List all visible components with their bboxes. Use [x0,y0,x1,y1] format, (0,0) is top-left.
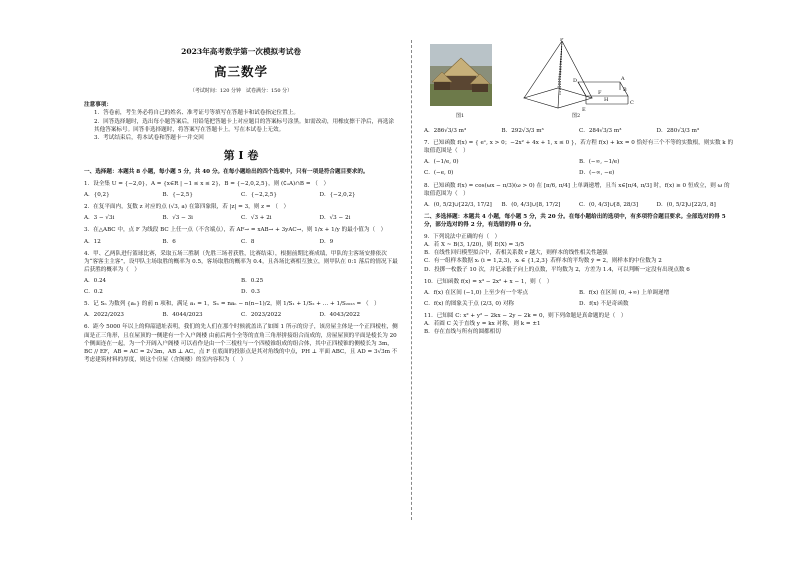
option-row [84,191,398,199]
question-stem: 1．设全集 U = {−2,0}，A = {x∈R | −1 ≤ x ≤ 2}，B = {−2,0,2,5}，则 (∁ᵤA)∩B = （ ） [84,180,330,187]
right-column [424,124,734,336]
option-d: D．(−∞, −e) [579,170,615,177]
question-1 [84,180,398,199]
option-b: B．存在直线与所有的圆都相切 [424,329,501,336]
option-row [424,201,734,209]
option-c: C．f(x) 的图象关于点 (2/3, 0) 对称 [424,300,515,307]
option-a: A．(−1/e, 0) [424,159,459,166]
option-b: B．(0, 4/3]∪[8, 17/2] [501,201,561,208]
notice-item-1: 1．答卷前，考生务必将自己的姓名、准考证号等填写在答题卡和试卷指定位置上。 [94,110,299,117]
option-row [84,288,398,296]
option-row [424,169,734,177]
option-c: C．√3 + 2i [241,215,272,222]
option-c: C．有一组样本数据 xᵢ (i = 1,2,3)，xᵢ ∈ {1,2,3} 若样本的平均数 ȳ = 2，则样本的中位数为 2 [424,258,662,265]
hut-photo [430,44,492,106]
option-c: C．284√3/3 m³ [579,128,622,134]
question-stem: 5．记 Sₙ 为数列 {aₙ} 的前 n 项和，满足 a₁ = 1，Sₙ = naₙ − n(n−1)/2，则 1/S₁ + 1/S₂ + … + 1/S₂₀₂₃ = （ ） [84,301,380,308]
left-column [84,40,398,364]
option-d: D．f(x) 不是奇函数 [579,300,629,307]
option-b: B．在线性回归模型拟合中，若相关系数 r 越大，则样本的线性相关性越强 [424,250,608,257]
section-1-heading: 一、选择题：本题共 8 小题，每小题 5 分，共 40 分。在每小题给出的四个选项中，只有一项是符合题目要求的。 [84,168,369,175]
question-stem: 10．已知函数 f(x) = x³ − 2x² + x − 1，则（ ） [424,278,553,285]
question-stem: 9．下列说法中正确的有（ ） [424,234,501,241]
point-label-h: H [604,97,609,103]
section-2-heading: 二、多选择题：本题共 4 小题，每小题 5 分，共 20 分。在每小题给出的选项中，有多项符合题目要求。全部选对的得 5 分，部分选对的得 2 分，有选错的得 0 分。 [424,213,726,228]
option-b: B．4044/2023 [162,312,203,319]
option-b: B．{−2,5} [162,192,193,199]
option-a: A．{0,2} [84,192,110,199]
notice-heading: 注意事项： [84,102,112,109]
question-stem: 11．已知圆 C: x² + y² − 2kx − 2y − 2k = 0，则下列命题是真命题的是（ ） [424,312,627,319]
q6-option-row [424,127,734,135]
option-d: D．(0, 5/2]∪[22/3, 8] [656,201,716,208]
figure-1-caption: 图1 [456,113,465,119]
option-a: A．若 X ~ B(3, 1/20)，则 E(X) = 3/5 [424,242,525,249]
option-row [424,289,734,297]
option-a: A．(0, 5/2]∪[22/3, 17/2] [424,201,492,208]
option-c: C．8 [241,238,255,245]
column-divider [411,40,412,520]
point-label-d: D [573,78,578,84]
exam-title: 2023年高考数学第一次模拟考试卷 [181,47,301,56]
point-label-c: C [630,100,634,106]
option-c: C．{−2,2,5} [241,192,277,199]
volume-heading: 第 I 卷 [223,148,259,162]
option-row [424,300,734,308]
question-stem: 8．已知函数 f(x) = cos(ωx − π/3)(ω > 0) 在 [π/6, π/4] 上单调递增，且当 x∈[π/4, π/3] 时，f(x) ≥ 0 恒成立，则 ω 的取值范围为（ ） [424,182,730,197]
option-b: B．0.25 [241,277,264,284]
option-a: A．2022/2023 [84,312,124,319]
question-8 [424,182,734,209]
option-a: A．286√3/3 m³ [424,128,467,134]
option-c: C．(0, 4/3]∪[8, 28/3] [579,201,639,208]
question-stem: 6．距今 5000 年以上的仰韶遗址表明，我们的先人们在那个时候就盖出了如图 1 所示的房子，该房屋主体是一个正四棱柱，侧面是正三角形，且在屋顶的一侧建有一个入户阁楼 由前后两个全等的直角三角形拼接组合而成的，房屋屋顶的平面是棱长为 20 个侧面连在一起，为一个开阔入户阁楼 可以看作是由一个三棱柱与一个四棱锥组成的组合体，其中正四棱锥的侧棱长为 3m，BC // EF，AB = AC = 2√3m，AB ⊥ AC，点 F 在底面的投影点是其对角线的中点，PH ⊥ 平面 ABC，且 AD = 3√3m 不考虑建筑材料的厚度，则这个房屋（含阁楼）的室内容积为（ ） [84,324,398,363]
question-5 [84,300,398,319]
question-stem: 3．在△ABC 中，点 F 为线段 BC 上任一点（不含端点），若 AF→ = xAB→ + 3yAC→，则 1/x + 1/y 的最小值为（ ） [84,227,387,234]
question-stem: 4．甲、乙两队进行篮球比赛，采取五场三胜制（先胜三场者获胜，比赛结束），根据前期比赛成绩，甲队的主客场安排依次为“客客主主客”，设甲队主场取胜的概率为 0.5，客场取胜的概率为 0.4，且各场比赛相互独立，则甲队在 0:1 落后的情况下最后获胜的概率为（ ） [84,250,398,273]
question-7 [424,139,734,177]
option-row [84,277,398,285]
point-label-a: A [621,76,625,82]
option-a: A．若圆 C 关于直线 y = kx 对称，则 k = ±1 [424,321,541,328]
option-row [84,238,398,246]
option-a: A．3 − √3i [84,215,115,222]
option-row [84,214,398,222]
option-b: B．292√3/3 m³ [501,128,544,134]
option-c: C．0.2 [84,289,103,296]
option-b: B．6 [162,238,176,245]
option-row [424,158,734,166]
option-d: D．280√3/3 m³ [656,128,700,134]
option-b: B．√3 − 3i [162,215,193,222]
question-10 [424,278,734,308]
question-6 [84,323,398,364]
question-3 [84,226,398,245]
figure-2-caption: 图2 [572,113,581,119]
question-stem: 2．在复平面内，复数 z 对应的点 (√3, a) 在第四象限，若 |z| = 3，则 z = （ ） [84,204,290,211]
question-9 [424,233,734,274]
point-label-e: E [582,107,586,112]
question-11 [424,312,734,336]
subject-title: 高三数学 [213,64,268,79]
option-b: B．(−∞, −1/e) [579,159,620,166]
option-d: D．{−2,0,2} [319,192,356,199]
question-2 [84,203,398,222]
point-label-f: F [598,90,602,96]
notice-item-3: 3．考试结束后，将本试卷和答题卡一并交回 [94,134,204,141]
question-stem: 7．已知函数 f(x) = { eˣ, x > 0；−2x² + 4x + 1, x ≤ 0 }，若方程 f(x) + kx = 0 恰好有三个不等的实数根，则实数 k 的取值范围是（ ） [424,140,734,155]
option-d: D．0.3 [241,289,260,296]
question-4 [84,250,398,297]
option-a: A．12 [84,238,101,245]
exam-meta: （考试时间：120 分钟 试卷满分：150 分） [189,88,293,95]
option-d: D．4043/2022 [319,312,360,319]
option-a: A．f(x) 在区间 (−1,0) 上至少有一个零点 [424,289,529,296]
point-label-b: B [623,87,627,93]
option-a: A．0.24 [84,277,107,284]
option-b: B．f(x) 在区间 (0, +∞) 上单调递增 [579,289,670,296]
point-label-p: P [560,38,564,43]
notice-item-2: 2．回答选择题时，选出每小题答案后，用铅笔把答题卡上对应题目的答案标号涂黑。如需改动，用橡皮擦干净后，再选涂其他答案标号。回答非选择题时，将答案写在答题卡上。写在本试卷上无效。 [94,118,395,133]
option-d: D．投掷一枚骰子 10 次，并记录骰子向上的点数，平均数为 2，方差为 1.4，可以判断一定没有出现点数 6 [424,266,690,273]
option-d: D．9 [319,238,334,245]
pyramid-figure [512,38,638,112]
option-c: C．(−e, 0) [424,170,454,177]
option-c: C．2023/2022 [241,312,282,319]
option-row [84,311,398,319]
option-d: D．√3 − 2i [319,215,351,222]
